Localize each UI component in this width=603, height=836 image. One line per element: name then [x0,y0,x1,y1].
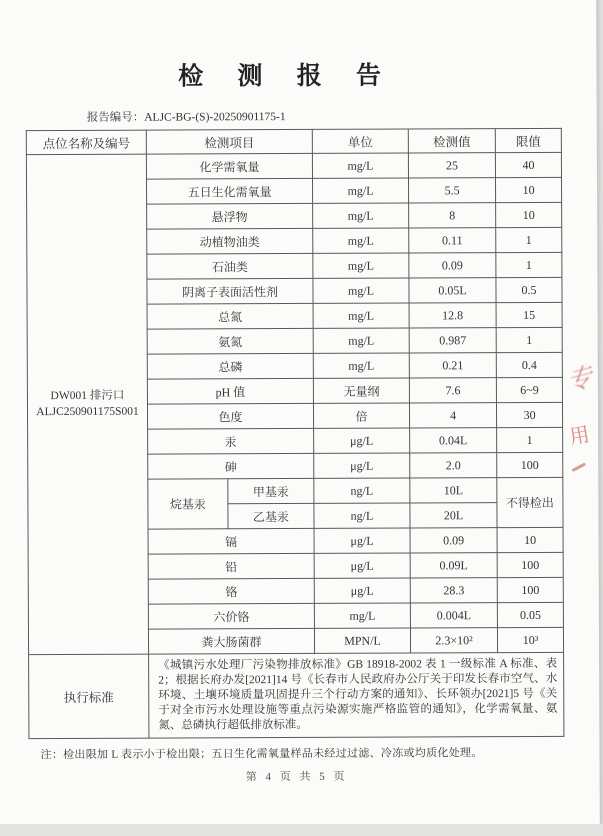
item-cell: 五日生化需氧量 [147,178,313,204]
item-cell: 粪大肠菌群 [148,628,314,654]
value-cell: 2.0 [410,453,497,478]
limit-cell: 1 [496,227,562,252]
value-cell: 0.987 [409,328,496,353]
value-cell: 8 [409,203,496,228]
page-number: 第 4 页 共 5 页 [245,770,348,784]
item-cell: 氨氮 [147,328,313,354]
unit-cell: mg/L [313,278,409,303]
value-cell: 0.09L [410,553,497,578]
limit-cell: 100 [497,577,563,602]
item-cell: 阴离子表面活性剂 [147,278,313,304]
value-cell: 2.3×10² [410,628,497,653]
header-unit: 单位 [312,129,408,153]
standard-text-cell: 《城镇污水处理厂污染物排放标准》GB 18918-2002 表 1 一级标准 A 标准、表 2；根据长府办发[2021]14 号《长春市人民政府办公厅关于印发长春市空气、水环境、土壤环境质量巩固提升三个行动方案的通知》、长环领办[2021]5 号《关于对全市污水处理设施等重点污染源实施严格监管的通知》，化学需氧量、氨氮、总磷执行超低排放标准。 [149,652,564,738]
item-cell: 悬浮物 [147,203,313,229]
value-cell: 5.5 [409,178,496,203]
header-value: 检测值 [408,129,495,153]
unit-cell: μg/L [314,528,410,553]
report-table-header [26,128,561,154]
unit-cell: mg/L [313,228,409,253]
value-cell: 0.11 [409,228,496,253]
unit-cell: ng/L [314,478,410,503]
limit-cell: 15 [496,302,562,327]
limit-cell: 1 [496,252,562,277]
report-number-label: 报告编号： [86,111,145,124]
unit-cell: μg/L [314,578,410,603]
value-cell: 28.3 [410,578,497,603]
value-cell: 0.09 [410,528,497,553]
item-cell: 化学需氧量 [146,153,312,179]
header-item: 检测项目 [146,129,312,154]
item-cell: 六价铬 [148,603,314,629]
item-cell: 汞 [148,428,314,454]
site-cell [26,154,148,655]
page-title: 检 测 报 告 [178,62,395,91]
item-cell: 乙基汞 [228,503,314,528]
report-number-value: ALJC-BG-(S)-20250901175-1 [144,111,286,124]
limit-cell: 10³ [497,627,563,652]
header-site: 点位名称及编号 [26,130,146,155]
unit-cell: mg/L [314,603,410,628]
unit-cell: mg/L [312,153,408,178]
limit-cell: 0.5 [496,277,562,302]
item-cell: 铅 [148,553,314,579]
unit-cell: 无量纲 [313,378,409,403]
seal-character-top: 专 [566,363,594,397]
item-cell: 镉 [148,528,314,554]
item-cell: 总磷 [147,353,313,379]
limit-cell: 不得检出 [497,477,563,527]
limit-cell: 0.05 [497,602,563,627]
item-cell: 甲基汞 [228,478,314,503]
value-cell: 0.09 [409,253,496,278]
header-row [26,128,561,154]
limit-cell: 100 [497,452,563,477]
item-cell: 动植物油类 [147,228,313,254]
report-number-line [87,107,597,125]
value-cell: 7.6 [409,378,496,403]
value-cell: 20L [410,503,497,528]
standard-row [29,652,564,738]
site-code: ALJC250901175S001 [36,405,139,418]
red-seal-stamp [567,359,597,469]
limit-cell: 1 [497,427,563,452]
item-cell: 铬 [148,578,314,604]
seal-arc-fragment [571,462,586,472]
unit-cell: mg/L [313,203,409,228]
item-cell: 砷 [148,453,314,479]
unit-cell: mg/L [313,178,409,203]
limit-cell: 40 [495,152,561,177]
footnote: 注：检出限加 L 表示小于检出限；五日生化需氧量样品未经过过滤、冷冻或均质化处理。 [40,747,483,762]
report-table-standard [29,652,564,738]
value-cell: 0.04L [410,428,497,453]
unit-cell: mg/L [313,253,409,278]
limit-cell: 100 [497,552,563,577]
item-cell: 石油类 [147,253,313,279]
unit-cell: mg/L [313,353,409,378]
unit-cell: ng/L [314,503,410,528]
unit-cell: mg/L [313,303,409,328]
item-cell: pH 值 [147,378,313,404]
value-cell: 0.21 [409,353,496,378]
limit-cell: 1 [496,327,562,352]
item-cell: 色度 [147,403,313,429]
table-row [26,152,561,179]
unit-cell: μg/L [314,453,410,478]
value-cell: 25 [408,153,495,178]
limit-cell: 10 [496,177,562,202]
unit-cell: 倍 [313,403,409,428]
seal-character-bottom: 用 [567,423,592,450]
value-cell: 0.05L [409,278,496,303]
value-cell: 0.004L [410,603,497,628]
limit-cell: 10 [496,202,562,227]
unit-cell: μg/L [314,553,410,578]
standard-label-cell: 执行标准 [29,654,149,739]
unit-cell: mg/L [313,328,409,353]
group-cell: 烷基汞 [148,479,228,529]
value-cell: 10L [410,478,497,503]
value-cell: 4 [409,403,496,428]
limit-cell: 10 [497,527,563,552]
header-limit: 限值 [495,128,561,152]
item-cell: 总氮 [147,303,313,329]
limit-cell: 0.4 [496,352,562,377]
unit-cell: MPN/L [314,628,410,653]
report-table-body [26,152,563,654]
limit-cell: 30 [496,402,562,427]
scan-background-edge [0,824,603,836]
limit-cell: 6~9 [496,377,562,402]
report-table [26,128,565,739]
unit-cell: μg/L [314,428,410,453]
site-name: DW001 排污口 [50,389,125,403]
value-cell: 12.8 [409,303,496,328]
